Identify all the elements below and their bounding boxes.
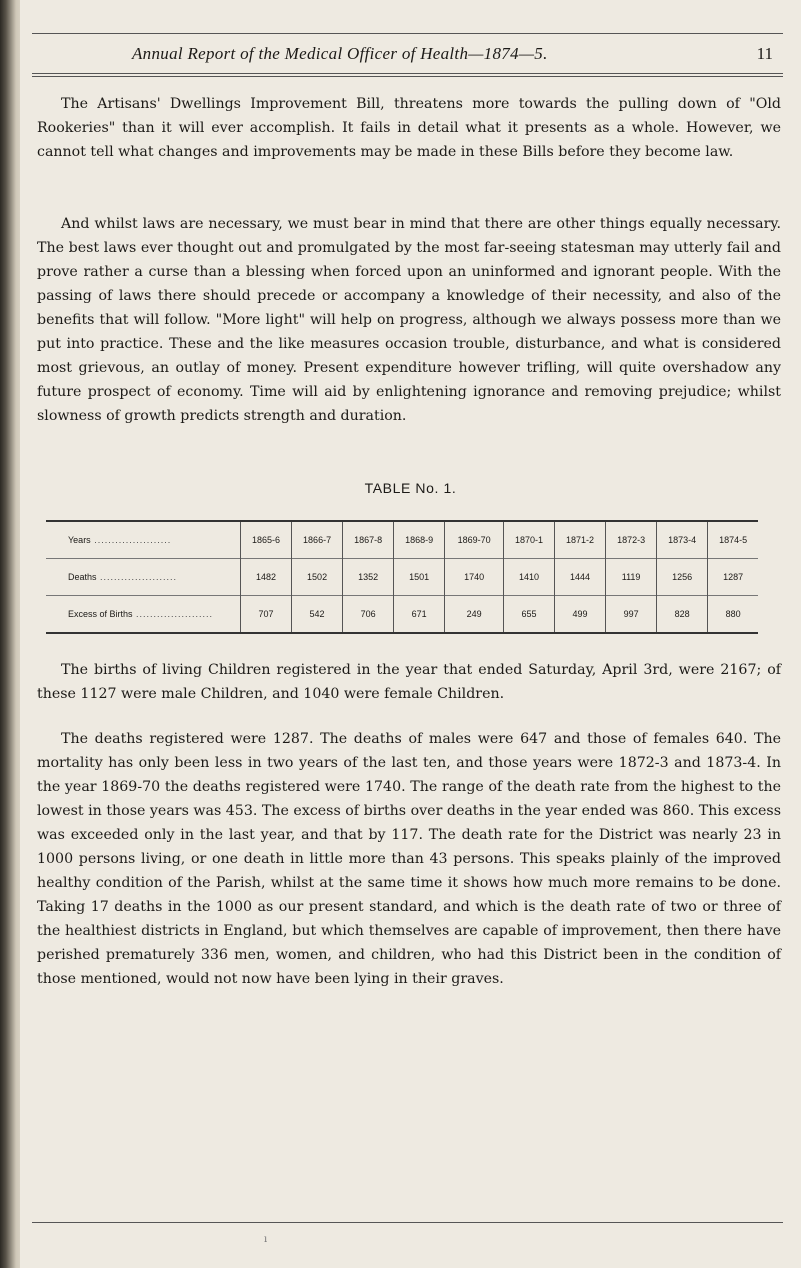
table-cell: 880 [708,596,758,634]
table-cell: 1873-4 [657,521,708,559]
table-cell: 706 [343,596,394,634]
header-bottom-rule [32,73,783,74]
header-title: Annual Report of the Medical Officer of Health—1874—5. [132,44,548,63]
table-row [46,596,758,634]
table-cell: 1740 [445,559,504,596]
table-cell: 1872-3 [606,521,657,559]
paragraph-1: The Artisans' Dwellings Improvement Bill, threatens more towards the pulling down of "Old Rookeries" than it will ever accomplish. It fails in detail what it presents as a whole. However, we cannot tell what changes and improvements may be made in these Bills before they become law. [37,96,781,160]
paragraph-3: The births of living Children registered in the year that ended Saturday, April 3rd, were 2167; of these 1127 were male Children, and 1040 were female Children. [37,662,781,702]
table-cell: 1865-6 [241,521,292,559]
footer-mark: ı [264,1234,268,1245]
table-cell: 1352 [343,559,394,596]
table-cell: 1119 [606,559,657,596]
table-cell: 499 [555,596,606,634]
row-label-text: Years ..... [68,535,171,545]
table-cell: 1256 [657,559,708,596]
table-cell: 1866-7 [292,521,343,559]
footer-rule [32,1222,783,1223]
table-cell: 1501 [394,559,445,596]
table-cell: 1867-8 [343,521,394,559]
running-header [132,44,773,64]
row-label [46,521,241,559]
document-page [20,0,801,1268]
table-cell: 249 [445,596,504,634]
paragraph-2: And whilst laws are necessary, we must bear in mind that there are other things equally necessary. The best laws ever thought out and promulgated by the most far-seeing statesman may utterly fail and prove rather a curse than a blessing when forced upon an uninformed and ignorant people. With the passing of laws there should precede or accompany a knowledge of their necessity, and also of the benefits that will follow. "More light" will help on progress, although we always possess more than we put into practice. These and the like measures occasion trouble, disturbance, and what is considered most grievous, an outlay of money. Present expenditure however trifling, will quite overshadow any future prospect of economy. Time will aid by enlightening ignorance and removing prejudice; whilst slowness of growth predicts strength and duration. [37,216,781,424]
table-cell: 1502 [292,559,343,596]
page-number: 11 [756,44,773,63]
table-cell: 997 [606,596,657,634]
table-cell: 1482 [241,559,292,596]
header-top-rule [32,33,783,34]
row-label-text: Excess of Births ..... [68,609,213,619]
table-cell: 1868-9 [394,521,445,559]
table-title: TABLE No. 1. [364,480,457,496]
table-cell: 1869-70 [445,521,504,559]
table-cell: 655 [503,596,554,634]
table-cell: 707 [241,596,292,634]
table-cell: 1871-2 [555,521,606,559]
table-cell: 1444 [555,559,606,596]
table-cell: 671 [394,596,445,634]
table-row [46,521,758,559]
table-row [46,559,758,596]
paragraph-4: The deaths registered were 1287. The deaths of males were 647 and those of females 640. The mortality has only been less in two years of the last ten, and those years were 1872-3 and 1873-4. In the year 1869-70 the deaths registered were 1740. The range of the death rate from the highest to the lowest in those years was 453. The excess of births over deaths in the year ended was 860. This excess was exceeded only in the last year, and that by 117. The death rate for the District was nearly 23 in 1000 persons living, or one death in little more than 43 persons. This speaks plainly of the improved healthy condition of the Parish, whilst at the same time it shows how much more remains to be done. Taking 17 deaths in the 1000 as our present standard, and which is the death rate of two or three of the healthiest districts in England, but which themselves are capable of improvement, then there have perished prematurely 336 men, women, and children, who had this District been in the condition of those mentioned, would not now have been lying in their graves. [37,731,781,987]
table-cell: 1870-1 [503,521,554,559]
table-1 [46,520,758,634]
row-label [46,559,241,596]
table-cell: 1874-5 [708,521,758,559]
row-label [46,596,241,634]
table-cell: 828 [657,596,708,634]
table-cell: 542 [292,596,343,634]
row-label-text: Deaths ..... [68,572,177,582]
table-cell: 1410 [503,559,554,596]
table-cell: 1287 [708,559,758,596]
header-bottom-rule-2 [32,76,783,77]
